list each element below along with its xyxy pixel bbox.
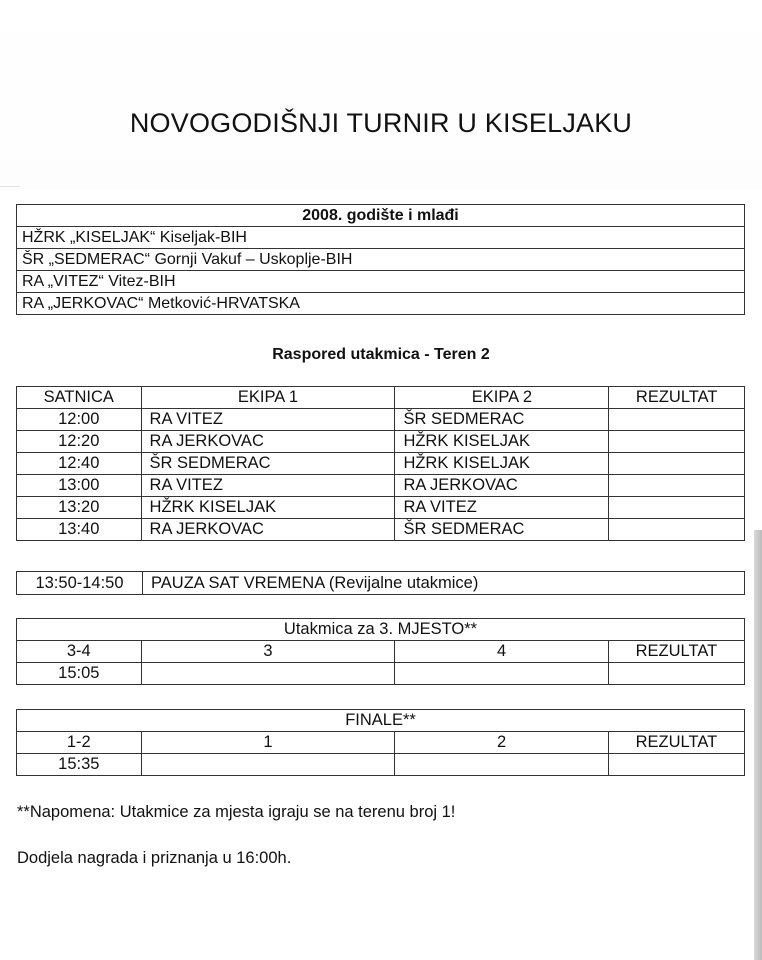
match-team1: RA JERKOVAC xyxy=(141,519,395,541)
match-team2: ŠR SEDMERAC xyxy=(395,519,609,541)
final-time: 15:35 xyxy=(17,754,142,776)
pause-time: 13:50-14:50 xyxy=(17,572,143,595)
note-text: **Napomena: Utakmice za mjesta igraju se na terenu broj 1! xyxy=(17,803,456,821)
final-label: 1-2 xyxy=(17,732,142,754)
match-result xyxy=(609,475,745,497)
final-team2: 2 xyxy=(395,732,609,754)
match-team1: RA VITEZ xyxy=(141,475,395,497)
match-team2: ŠR SEDMERAC xyxy=(395,409,609,431)
match-team1: RA VITEZ xyxy=(141,409,395,431)
final-team1: 1 xyxy=(141,732,395,754)
schedule-heading: Raspored utakmica - Teren 2 xyxy=(272,346,490,363)
match-time: 12:20 xyxy=(17,431,142,453)
teams-table-header: 2008. godište i mlađi xyxy=(17,205,745,227)
schedule-table xyxy=(16,386,745,541)
column-header-result: REZULTAT xyxy=(609,387,745,409)
empty-cell xyxy=(141,663,395,685)
match-time: 13:20 xyxy=(17,497,142,519)
document-title: NOVOGODIŠNJI TURNIR U KISELJAKU xyxy=(129,108,633,138)
final-table xyxy=(16,709,745,776)
table-row xyxy=(17,453,745,475)
third-place-heading: Utakmica za 3. MJESTO** xyxy=(17,619,745,641)
third-place-result-header: REZULTAT xyxy=(608,641,744,663)
third-place-team2: 4 xyxy=(395,641,609,663)
schedule-header-row xyxy=(17,387,745,409)
empty-cell xyxy=(395,754,609,776)
match-time: 12:00 xyxy=(17,409,142,431)
match-team1: HŽRK KISELJAK xyxy=(141,497,395,519)
table-row xyxy=(17,475,745,497)
column-header-time: SATNICA xyxy=(17,387,142,409)
team-entry: ŠR „SEDMERAC“ Gornji Vakuf – Uskoplje-BIH xyxy=(17,249,745,271)
match-team2: RA VITEZ xyxy=(395,497,609,519)
match-result xyxy=(609,431,745,453)
page-fold xyxy=(0,186,20,187)
pause-text: PAUZA SAT VREMENA (Revijalne utakmice) xyxy=(143,572,745,595)
match-time: 13:40 xyxy=(17,519,142,541)
table-row xyxy=(17,431,745,453)
team-entry: HŽRK „KISELJAK“ Kiseljak-BIH xyxy=(17,227,745,249)
match-team1: RA JERKOVAC xyxy=(141,431,395,453)
column-header-team1: EKIPA 1 xyxy=(141,387,395,409)
match-time: 12:40 xyxy=(17,453,142,475)
teams-table xyxy=(16,204,745,315)
match-result xyxy=(609,497,745,519)
match-team1: ŠR SEDMERAC xyxy=(141,453,395,475)
empty-cell xyxy=(608,754,744,776)
table-row xyxy=(17,497,745,519)
team-entry: RA „VITEZ“ Vitez-BIH xyxy=(17,271,745,293)
empty-cell xyxy=(608,663,744,685)
empty-cell xyxy=(141,754,395,776)
match-team2: HŽRK KISELJAK xyxy=(395,453,609,475)
final-result-header: REZULTAT xyxy=(608,732,744,754)
match-result xyxy=(609,519,745,541)
table-row xyxy=(17,409,745,431)
award-text: Dodjela nagrada i priznanja u 16:00h. xyxy=(17,849,292,867)
match-time: 13:00 xyxy=(17,475,142,497)
page-background xyxy=(0,0,762,190)
third-place-time: 15:05 xyxy=(17,663,142,685)
column-header-team2: EKIPA 2 xyxy=(395,387,609,409)
team-entry: RA „JERKOVAC“ Metković-HRVATSKA xyxy=(17,293,745,315)
match-team2: HŽRK KISELJAK xyxy=(395,431,609,453)
match-team2: RA JERKOVAC xyxy=(395,475,609,497)
third-place-team1: 3 xyxy=(141,641,395,663)
final-heading: FINALE** xyxy=(17,710,745,732)
pause-table xyxy=(16,571,745,595)
empty-cell xyxy=(395,663,609,685)
match-result xyxy=(609,409,745,431)
adjacent-page-edge xyxy=(754,530,762,960)
table-row xyxy=(17,519,745,541)
match-result xyxy=(609,453,745,475)
third-place-table xyxy=(16,618,745,685)
third-place-label: 3-4 xyxy=(17,641,142,663)
